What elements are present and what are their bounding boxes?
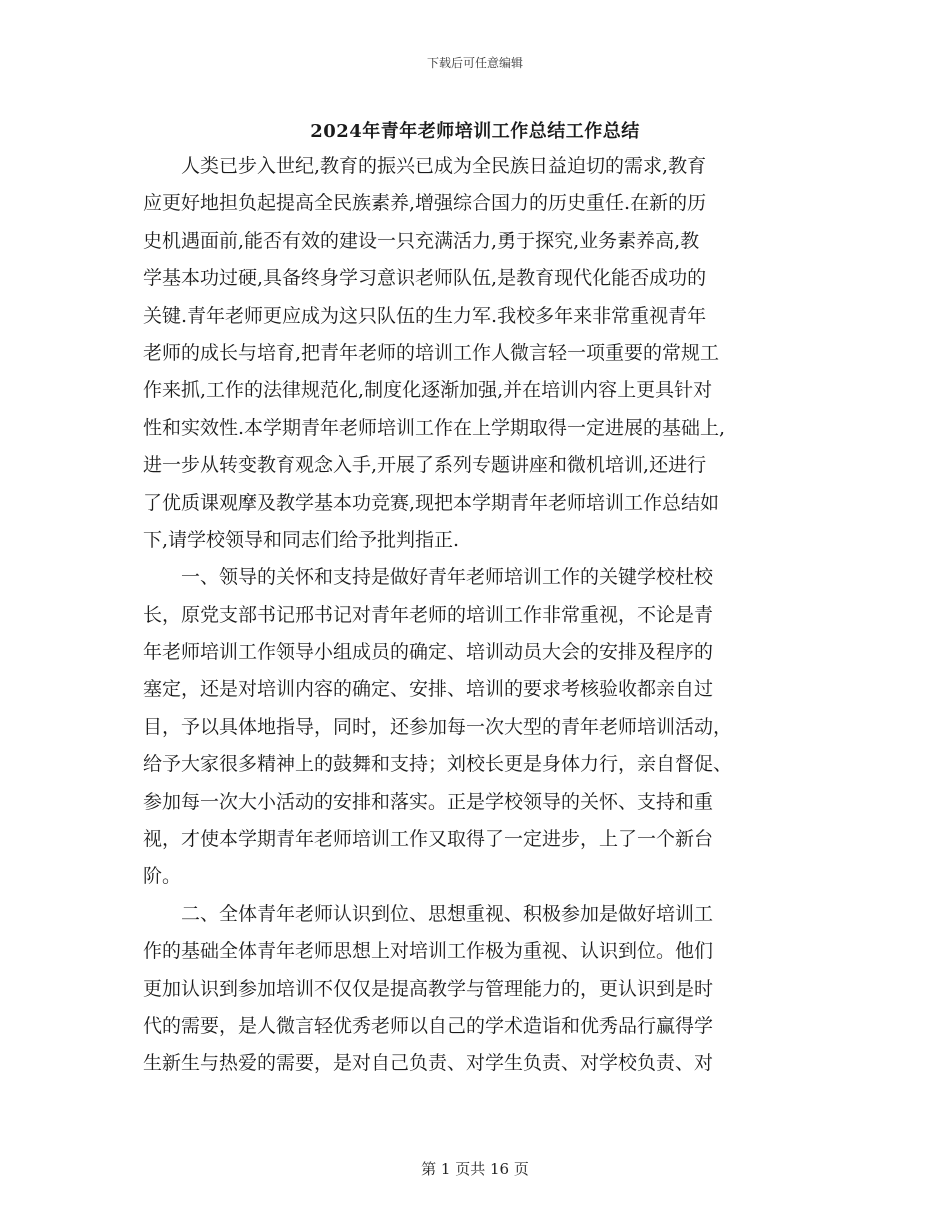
text-line: 生新生与热爱的需要，是对自己负责、对学生负责、对学校负责、对	[143, 1052, 714, 1075]
text-line: 代的需要，是人微言轻优秀老师以自己的学术造诣和优秀品行赢得学	[143, 1014, 714, 1037]
text-line: 更加认识到参加培训不仅仅是提高教学与管理能力的，更认识到是时	[143, 977, 714, 1000]
text-line: 长，原党支部书记邢书记对青年老师的培训工作非常重视，不论是青	[143, 603, 714, 626]
text-line: 二、全体青年老师认识到位、思想重视、积极参加是做好培训工	[143, 902, 714, 925]
text-line: 作来抓,工作的法律规范化,制度化逐渐加强,并在培训内容上更具针对	[143, 379, 713, 402]
text-line: 年老师培训工作领导小组成员的确定、培训动员大会的安排及程序的	[143, 641, 714, 664]
text-line: 老师的成长与培育,把青年老师的培训工作人微言轻一项重要的常规工	[143, 341, 720, 364]
text-line: 一、领导的关怀和支持是做好青年老师培训工作的关键学校杜校	[143, 566, 714, 589]
text-line: 目，予以具体地指导，同时，还参加每一次大型的青年老师培训活动，	[143, 715, 733, 738]
text-line: 作的基础全体青年老师思想上对培训工作极为重视、认识到位。他们	[143, 940, 714, 963]
text-line: 人类已步入世纪,教育的振兴已成为全民族日益迫切的需求,教育	[143, 155, 707, 177]
text-line: 了优质课观摩及教学基本功竞赛,现把本学期青年老师培训工作总结如	[143, 491, 720, 514]
document-body	[143, 148, 813, 1083]
text-line: 下,请学校领导和同志们给予批判指正.	[143, 528, 460, 551]
text-line: 学基本功过硬,具备终身学习意识老师队伍,是教育现代化能否成功的	[143, 267, 707, 290]
text-line: 视，才使本学期青年老师培训工作又取得了一定进步，上了一个新台	[143, 828, 714, 851]
page-footer: 第 1 页共 16 页	[421, 1160, 529, 1178]
text-line: 塞定，还是对培训内容的确定、安排、培训的要求考核验收都亲自过	[143, 678, 714, 701]
text-line: 应更好地担负起提高全民族素养,增强综合国力的历史重任.在新的历	[143, 192, 707, 215]
document-title: 2024年青年老师培训工作总结工作总结	[310, 121, 640, 142]
text-line: 性和实效性.本学期青年老师培训工作在上学期取得一定进展的基础上,	[143, 416, 726, 439]
header-note: 下载后可任意编辑	[426, 56, 523, 70]
text-line: 关键.青年老师更应成为这只队伍的生力军.我校多年来非常重视青年	[143, 304, 707, 327]
text-line: 阶。	[143, 865, 182, 888]
text-line: 参加每一次大小活动的安排和落实。正是学校领导的关怀、支持和重	[143, 790, 714, 813]
text-line: 给予大家很多精神上的鼓舞和支持；刘校长更是身体力行，亲自督促、	[143, 753, 733, 776]
text-line: 进一步从转变教育观念入手,开展了系列专题讲座和微机培训,还进行	[143, 454, 707, 477]
text-line: 史机遇面前,能否有效的建设一只充满活力,勇于探究,业务素养高,教	[143, 229, 700, 252]
